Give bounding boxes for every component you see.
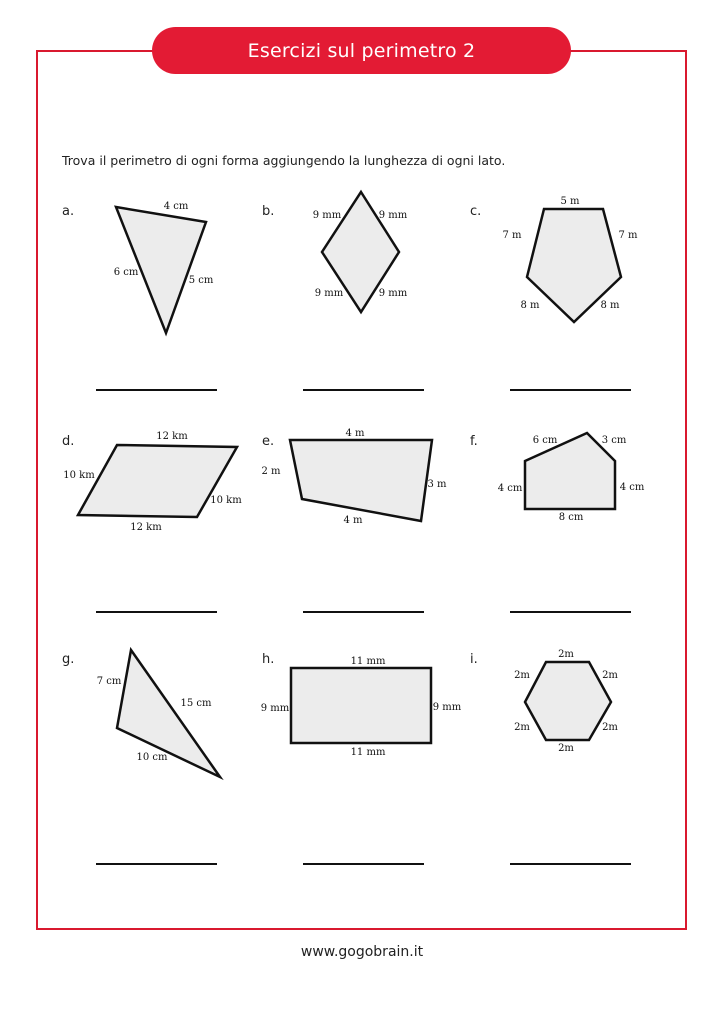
label-d-bottom: 12 km (130, 522, 162, 533)
label-h-bottom: 11 mm (350, 747, 386, 758)
label-d-left: 10 km (63, 470, 95, 481)
label-c-bottom-left: 8 m (520, 300, 540, 311)
label-i-bottom: 2m (558, 743, 574, 754)
label-f-right: 4 cm (619, 482, 645, 493)
label-i-top: 2m (558, 649, 574, 660)
exercise-letter-g: g. (62, 652, 75, 667)
label-c-top: 5 m (560, 196, 580, 207)
label-a-left: 6 cm (113, 267, 139, 278)
shape-g-triangle (117, 650, 220, 777)
label-h-right: 9 mm (432, 702, 462, 713)
worksheet-title: Esercizi sul perimetro 2 (152, 27, 571, 74)
label-d-right: 10 km (210, 495, 242, 506)
exercise-letter-h: h. (262, 652, 275, 667)
exercise-letter-c: c. (470, 204, 482, 219)
label-a-top: 4 cm (163, 201, 189, 212)
label-i-bottom-right: 2m (602, 722, 618, 733)
label-i-bottom-left: 2m (514, 722, 530, 733)
label-h-top: 11 mm (350, 656, 386, 667)
exercise-letter-b: b. (262, 204, 275, 219)
shape-h-rectangle (291, 668, 431, 743)
label-a-right: 5 cm (188, 275, 214, 286)
label-b-top-left: 9 mm (312, 210, 342, 221)
exercise-letter-e: e. (262, 434, 275, 449)
footer-website[interactable]: www.gogobrain.it (300, 944, 424, 960)
exercise-letter-f: f. (470, 434, 478, 449)
label-h-left: 9 mm (260, 703, 290, 714)
label-c-left: 7 m (502, 230, 522, 241)
label-d-top: 12 km (156, 431, 188, 442)
label-b-top-right: 9 mm (378, 210, 408, 221)
instructions-text: Trova il perimetro di ogni forma aggiungendo la lunghezza di ogni lato. (62, 153, 506, 168)
label-e-top: 4 m (345, 428, 365, 439)
shape-i-hexagon (525, 662, 611, 740)
label-e-bottom: 4 m (343, 515, 363, 526)
label-f-bottom: 8 cm (558, 512, 584, 523)
exercise-letter-d: d. (62, 434, 75, 449)
label-e-left: 2 m (261, 466, 281, 477)
label-b-bottom-left: 9 mm (314, 288, 344, 299)
label-f-left: 4 cm (497, 483, 523, 494)
shape-d-parallelogram (78, 445, 237, 517)
label-c-right: 7 m (618, 230, 638, 241)
label-g-hypotenuse: 15 cm (180, 698, 212, 709)
label-g-bottom: 10 cm (136, 752, 168, 763)
shape-e-quadrilateral (290, 440, 432, 521)
label-e-right: 3 m (427, 479, 447, 490)
exercise-letter-a: a. (62, 204, 75, 219)
exercise-letter-i: i. (470, 652, 478, 667)
label-f-roof-left: 6 cm (532, 435, 558, 446)
label-g-left: 7 cm (96, 676, 122, 687)
label-i-top-right: 2m (602, 670, 618, 681)
label-b-bottom-right: 9 mm (378, 288, 408, 299)
label-f-roof-right: 3 cm (601, 435, 627, 446)
label-c-bottom-right: 8 m (600, 300, 620, 311)
label-i-top-left: 2m (514, 670, 530, 681)
